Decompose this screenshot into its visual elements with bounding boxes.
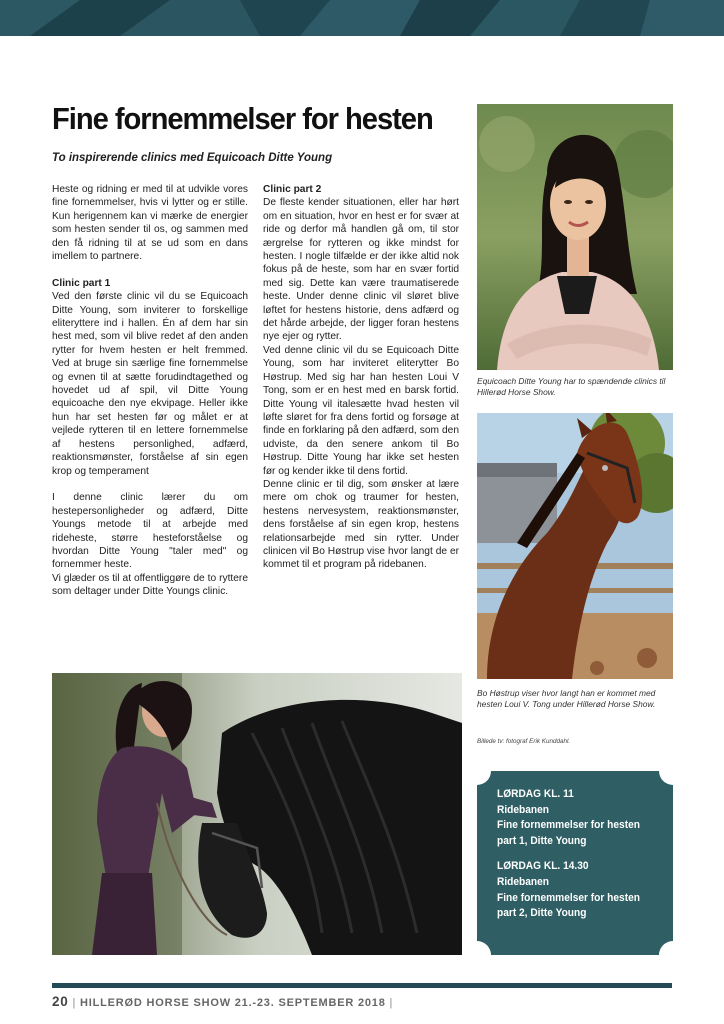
schedule-time: LØRDAG KL. 14.30 — [497, 860, 589, 873]
woman-with-horse-photo — [52, 673, 462, 955]
part1-heading: Clinic part 1 — [52, 277, 111, 289]
text-column-right — [263, 183, 459, 572]
schedule-list — [497, 787, 650, 922]
part1-paragraph: Ved den første clinic vil du se Equicoach Ditte Young, som inviterer to forskellige eliteryttere ind i hallen. Én af dem har sin hest med, som vil blive redet af den anden rytter for hvem hesten er helt fremmed. Ved at bruge sin særlige fine fornemmelse og evnen til at sætte forudindtagethed og hovedet ud af spil, vil Ditte Young equicoache den nye ekvipage. Heller ikke hun har set hesten før og målet er at vejlede rytteren til en lettere fornemmelse af hestens personlighed, adfærd, reaktionsmønster, forståelse af sin egen krop og temperament — [52, 291, 248, 477]
part2-heading: Clinic part 2 — [263, 184, 322, 195]
schedule-item — [497, 859, 650, 921]
footer-separator: | — [72, 997, 77, 1009]
part1-paragraph-2: I denne clinic lærer du om hestepersonligheder og adfærd, Ditte Youngs metode til at arbejde med rideheste, større hesteforståelse og hvordan Ditte Young "taler med" og fornemmer heste. — [52, 492, 248, 571]
horse-photo — [477, 413, 673, 679]
part1-paragraph-3: Vi glæder os til at offentliggøre de to ryttere som deltager under Ditte Youngs clinic. — [52, 572, 248, 598]
horse-caption: Bo Høstrup viser hvor langt han er kommet med hesten Loui V. Tong under Hillerød Horse Show. — [477, 688, 656, 709]
schedule-box — [477, 771, 673, 955]
part2-paragraph: De fleste kender situationen, eller har hørt om en situation, hvor en hest er for svær at ride og derfor må handlen gå om, til stor ærgrelse for rytteren og ikke mindst for hesten. I nogle tilfælde er der ikke altid nok fokus på de heste, som har en svær fortid med sig. Dette kan være traumatiserede heste. Under denne clinic vil sløret blive løftet for hestens historie, dens adfærd og det hårde arbejde, der ligger foran hestens nye ejer og rytter. — [263, 197, 459, 343]
schedule-event: Fine fornemmelser for hesten part 1, Ditte Young — [497, 819, 640, 847]
schedule-place: Ridebanen — [497, 875, 549, 888]
page-title: Fine fornemmelser for hesten — [52, 101, 433, 136]
photo-credit: Billede tv: fotograf Erik Kunddahl. — [477, 738, 571, 745]
schedule-time: LØRDAG KL. 11 — [497, 788, 574, 800]
article-subtitle: To inspirerende clinics med Equicoach Ditte Young — [52, 152, 333, 164]
page-number: 20 — [52, 994, 69, 1009]
portrait-caption: Equicoach Ditte Young har to spændende clinics til Hillerød Horse Show. — [477, 376, 666, 397]
text-column-left — [52, 183, 248, 599]
intro-paragraph: Heste og ridning er med til at udvikle vores fine fornemmelser, hvis vi lytter og er stille. Kun herigennem kan vi mærke de energier som hesten sender til os, og sammen med den få ridning til at se ud som en dans imellem to partnere. — [52, 184, 248, 263]
schedule-place: Ridebanen — [497, 803, 549, 816]
schedule-event: Fine fornemmelser for hesten part 2, Ditte Young — [497, 891, 640, 920]
footer-separator: | — [389, 997, 394, 1009]
publication-name: HILLERØD HORSE SHOW 21.-23. SEPTEMBER 2018 — [80, 997, 386, 1009]
part2-paragraph-3: Denne clinic er til dig, som ønsker at lære mere om chok og traumer for hesten, hestens nervesystem, reaktionsmønster, dens forståelse af sin egen krop, hestens relationsarbejde med sin rytter. Under clinicen vil Bo Høstrup vise hvor langt de er kommet til et program på ridebanen. — [263, 478, 459, 571]
portrait-photo — [477, 104, 673, 370]
footer-bar — [52, 983, 672, 988]
top-banner — [0, 0, 724, 36]
part2-paragraph-2: Ved denne clinic vil du se Equicoach Ditte Young, som har inviteret eliterytter Bo Høstrup. Med sig har han hesten Loui V Tong, som er en hest med en barsk fortid. Ditte Young vil italesætte hvad hesten vil løfte sløret for fra dens fortid og forsøge at finde en forklaring på den adfærd, som den udviste, da den senere ankom til Bo Høstrup. Ditte Young har ikke set hesten før og kender ikke til dens fortid. — [263, 344, 459, 477]
schedule-item — [497, 787, 650, 849]
footer — [52, 994, 652, 1009]
